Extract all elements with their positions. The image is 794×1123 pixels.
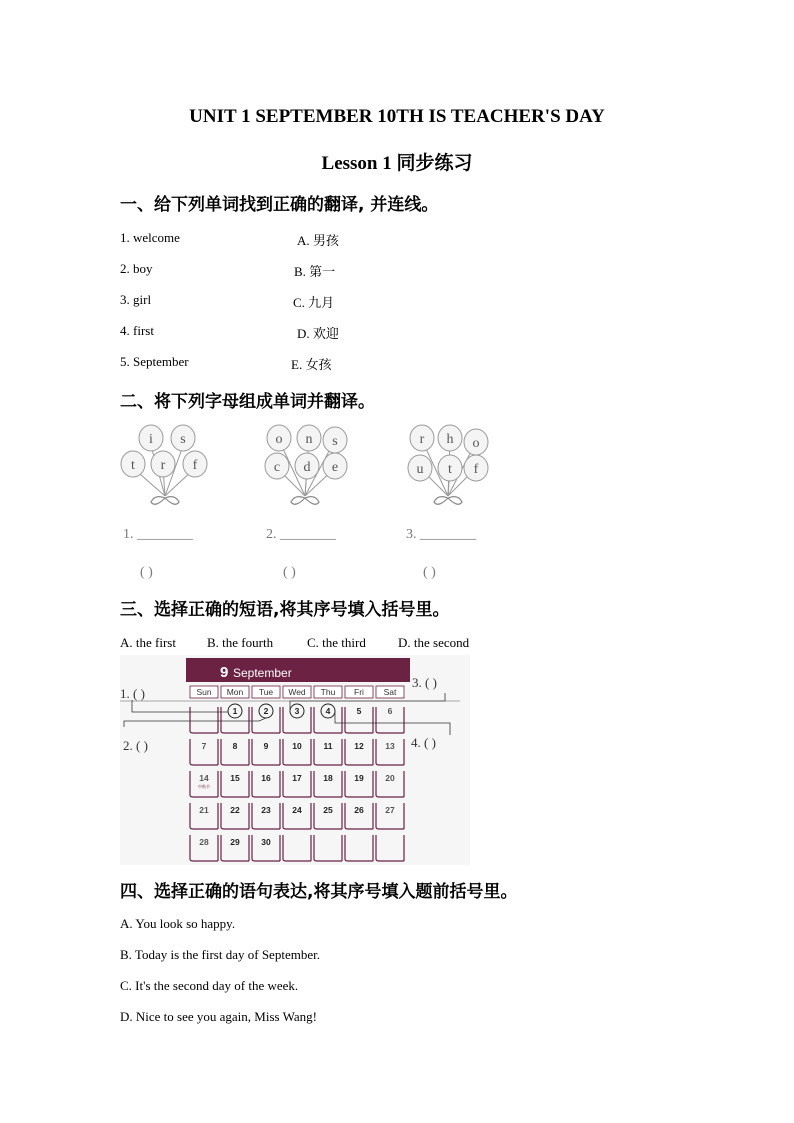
calendar-day: 4 bbox=[325, 706, 331, 716]
calendar-day: 8 bbox=[232, 741, 238, 751]
weekday-label: Thu bbox=[320, 687, 336, 697]
match-right-item: D. 欢迎 bbox=[297, 326, 339, 341]
calendar-day: 13 bbox=[385, 741, 395, 751]
calendar-weekdays bbox=[190, 686, 404, 698]
section1-heading: 一、给下列单词找到正确的翻译, 并连线。 bbox=[120, 195, 439, 215]
balloon-letter: i bbox=[149, 432, 153, 447]
translation-paren-1[interactable]: ( ) bbox=[140, 565, 153, 580]
balloon-letter: r bbox=[160, 458, 166, 473]
calendar-blank-4: 4. ( ) bbox=[411, 735, 436, 750]
weekday-label: Fri bbox=[354, 687, 364, 697]
balloon-letter: h bbox=[446, 432, 454, 447]
balloon-letter: s bbox=[180, 432, 186, 447]
balloon-letter: c bbox=[273, 460, 281, 475]
balloon-letter: o bbox=[472, 436, 480, 451]
answer-blank-2[interactable]: 2. ________ bbox=[266, 527, 336, 542]
calendar-day: 1 bbox=[232, 706, 238, 716]
answer-blank-1[interactable]: 1. ________ bbox=[123, 527, 193, 542]
weekday-label: Wed bbox=[288, 687, 306, 697]
balloon-letter: r bbox=[419, 432, 425, 447]
calendar-day: 6 bbox=[387, 706, 393, 716]
match-left-item: 2. boy bbox=[120, 261, 153, 276]
sentence-d: D. Nice to see you again, Miss Wang! bbox=[120, 1009, 317, 1024]
calendar-day: 21 bbox=[199, 805, 209, 815]
calendar-day: 18 bbox=[323, 773, 333, 783]
calendar-day: 27 bbox=[385, 805, 395, 815]
calendar-day: 20 bbox=[385, 773, 395, 783]
calendar-day: 5 bbox=[356, 706, 362, 716]
page-subtitle: Lesson 1 同步练习 bbox=[321, 153, 473, 174]
balloon-bunch-1 bbox=[121, 425, 207, 504]
balloon-letter: t bbox=[448, 462, 452, 477]
calendar-blank-3: 3. ( ) bbox=[412, 675, 437, 690]
calendar-day: 24 bbox=[292, 805, 302, 815]
option-a: A. the first bbox=[120, 635, 176, 650]
match-right-item: A. 男孩 bbox=[297, 233, 339, 248]
section4-heading: 四、选择正确的语句表达,将其序号填入题前括号里。 bbox=[120, 882, 518, 902]
translation-paren-3[interactable]: ( ) bbox=[423, 565, 436, 580]
calendar-day: 12 bbox=[354, 741, 364, 751]
calendar-day: 15 bbox=[230, 773, 240, 783]
calendar-day: 30 bbox=[261, 837, 271, 847]
match-left-item: 4. first bbox=[120, 323, 154, 338]
balloon-letter: s bbox=[332, 434, 338, 449]
sentence-a: A. You look so happy. bbox=[120, 916, 236, 931]
balloon-letter: u bbox=[416, 462, 424, 477]
match-right-item: C. 九月 bbox=[293, 295, 335, 310]
balloon-bunch-2 bbox=[265, 425, 347, 504]
match-left-item: 3. girl bbox=[120, 292, 152, 307]
calendar-day: 29 bbox=[230, 837, 240, 847]
balloon-letter: d bbox=[303, 460, 311, 475]
translation-paren-2[interactable]: ( ) bbox=[283, 565, 296, 580]
page-title: UNIT 1 SEPTEMBER 10TH IS TEACHER'S DAY bbox=[189, 106, 605, 127]
calendar-day: 28 bbox=[199, 837, 209, 847]
calendar-day: 9 bbox=[263, 741, 269, 751]
calendar-day: 22 bbox=[230, 805, 240, 815]
calendar-blank-1: 1. ( ) bbox=[120, 686, 145, 701]
calendar-day: 16 bbox=[261, 773, 271, 783]
option-b: B. the fourth bbox=[207, 635, 274, 650]
calendar-day: 17 bbox=[292, 773, 302, 783]
september-calendar bbox=[120, 655, 470, 865]
calendar-day: 14 bbox=[199, 773, 209, 783]
weekday-label: Mon bbox=[226, 687, 244, 697]
calendar-day: 10 bbox=[292, 741, 302, 751]
calendar-day: 23 bbox=[261, 805, 271, 815]
match-left-item: 5. September bbox=[120, 354, 189, 369]
calendar-month-number: 9 bbox=[220, 664, 229, 681]
option-c: C. the third bbox=[307, 635, 366, 650]
section3-heading: 三、选择正确的短语,将其序号填入括号里。 bbox=[120, 600, 450, 620]
section2-heading: 二、将下列字母组成单词并翻译。 bbox=[120, 392, 375, 412]
weekday-label: Sat bbox=[383, 687, 397, 697]
match-right-item: B. 第一 bbox=[294, 264, 336, 279]
balloon-letter: t bbox=[131, 458, 135, 473]
calendar-day: 3 bbox=[294, 706, 300, 716]
calendar-day: 7 bbox=[201, 741, 207, 751]
calendar-day: 11 bbox=[323, 741, 333, 751]
balloon-letter: f bbox=[473, 462, 479, 477]
match-left-item: 1. welcome bbox=[120, 230, 180, 245]
calendar-day: 25 bbox=[323, 805, 333, 815]
balloon-bunch-3 bbox=[408, 425, 488, 504]
calendar-day: 2 bbox=[263, 706, 269, 716]
calendar-day: 19 bbox=[354, 773, 364, 783]
match-right-item: E. 女孩 bbox=[291, 357, 332, 372]
sentence-c: C. It's the second day of the week. bbox=[120, 978, 299, 993]
calendar-blank-2: 2. ( ) bbox=[123, 738, 148, 753]
balloon-letter: n bbox=[305, 432, 313, 447]
balloon-letter: e bbox=[331, 460, 339, 475]
calendar-day: 26 bbox=[354, 805, 364, 815]
weekday-label: Tue bbox=[258, 687, 274, 697]
answer-blank-3[interactable]: 3. ________ bbox=[406, 527, 476, 542]
calendar-month-name: September bbox=[233, 666, 292, 680]
option-d: D. the second bbox=[398, 635, 470, 650]
balloon-letter: o bbox=[275, 432, 283, 447]
weekday-label: Sun bbox=[196, 687, 212, 697]
balloon-illustration bbox=[115, 418, 495, 518]
sentence-b: B. Today is the first day of September. bbox=[120, 947, 320, 962]
calendar-holiday-note: 中秋节 bbox=[198, 784, 210, 789]
balloon-letter: f bbox=[192, 458, 198, 473]
